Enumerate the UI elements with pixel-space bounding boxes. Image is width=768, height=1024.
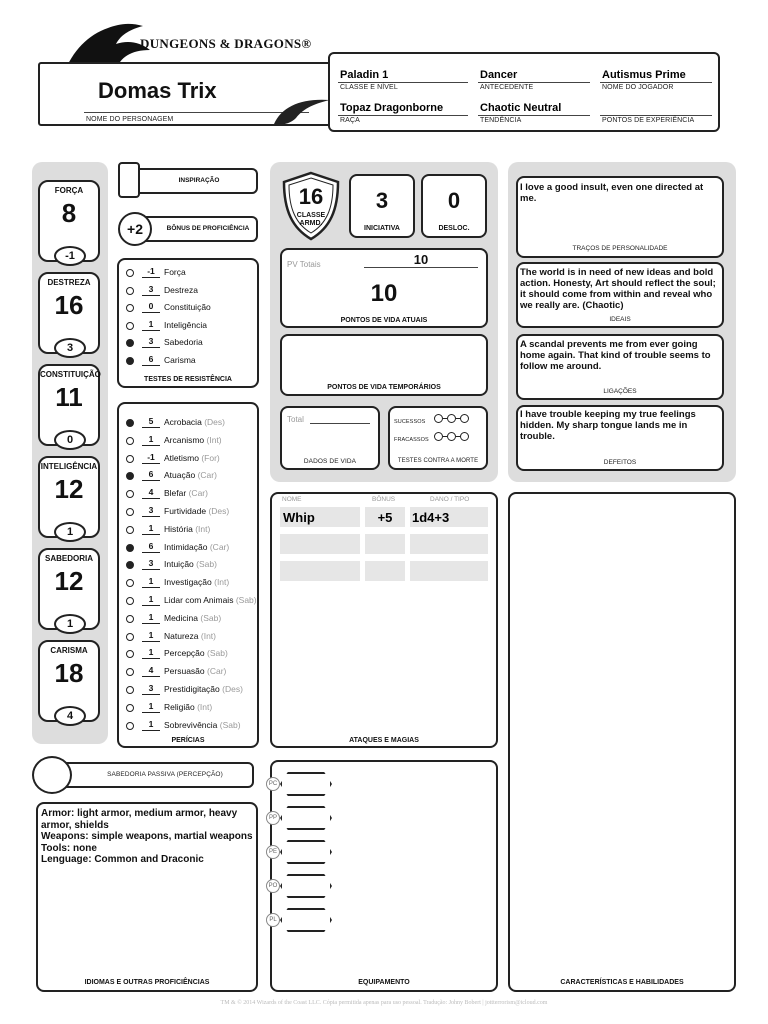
attack-row-3-damage-cell[interactable] [410,561,488,581]
skill-value[interactable]: 1 [142,594,160,606]
proficiency-dot[interactable] [126,597,134,605]
player-name-label: NOME DO JOGADOR [602,84,674,91]
skill-name-wrap [164,417,225,427]
skill-ability: (Car) [209,541,230,552]
skill-value[interactable]: 1 [142,523,160,535]
equipment-label: EQUIPAMENTO [358,979,410,986]
skill-name-wrap [164,524,210,534]
features-label: CARACTERÍSTICAS E HABILIDADES [560,979,684,986]
ideals-label: IDEAIS [609,316,631,323]
skill-name: Arcanismo [164,434,205,445]
coin-box-pc[interactable] [280,772,332,796]
ability-score[interactable]: 16 [54,290,84,320]
attack-damage: 1d4+3 [412,510,450,525]
skill-name-wrap [164,577,229,587]
background-line [478,82,590,83]
death-saves-label: TESTES CONTRA A MORTE [397,458,479,464]
death-successes-checks[interactable] [434,414,469,423]
attacks-col-bonus: BÔNUS [372,496,396,503]
inspiration-label: INSPIRAÇÃO [178,177,220,184]
skill-value[interactable]: 1 [142,630,160,642]
saving-throw-name: Carisma [164,354,196,365]
xp-line [600,115,712,116]
proficiencies-label: IDIOMAS E OUTRAS PROFICIÊNCIAS [84,979,210,986]
proficiency-dot[interactable] [126,508,134,516]
skill-name-wrap [164,542,229,552]
failure-check-3[interactable] [460,432,469,441]
flaws-label: DEFEITOS [603,459,637,466]
ability-score[interactable]: 12 [54,566,84,596]
hp-current-label: PONTOS DE VIDA ATUAIS [340,317,428,324]
skill-name-wrap [164,435,222,445]
skill-name-wrap [164,488,208,498]
flaws-text: I have trouble keeping my true feelings hidden. My sharp tongue lands me in trouble. [520,409,696,442]
skill-ability: (Int) [206,434,222,445]
armor-class-label-2: ARMD. [299,220,323,227]
proficiency-dot[interactable] [126,615,134,623]
proficiency-dot[interactable] [126,455,134,463]
ability-score[interactable]: 18 [54,658,84,688]
hp-current-value[interactable]: 10 [370,280,398,307]
ability-modifier[interactable]: 4 [54,706,86,726]
failure-check-1[interactable] [434,432,443,441]
skill-value[interactable]: 6 [142,469,160,481]
skill-value[interactable]: 3 [142,683,160,695]
saving-throw-value[interactable]: 1 [142,319,160,331]
skill-ability: (Sab) [219,719,241,730]
skill-ability: (Int) [195,523,211,534]
attacks-title: ATAQUES E MAGIAS [349,737,419,744]
skill-ability: (Sab) [207,648,228,659]
skill-name: Atuação [164,470,196,481]
proficiency-line-armor: Armor: light armor, medium armor, heavy armor, shields [41,808,238,831]
death-successes-label: SUCESSOS [394,419,426,425]
ideals-text: The world is in need of new ideas and bold action. Honesty, Art should reflect the soul; it should come from within and reveal who we really are. (Chaotic) [520,267,716,311]
attack-name: Whip [283,510,315,525]
skills-title: PERÍCIAS [171,737,205,744]
ability-charisma [38,640,100,722]
proficiencies-text[interactable] [41,808,253,866]
skill-ability: (Car) [207,666,227,677]
xp-label: PONTOS DE EXPERIÊNCIA [602,117,695,124]
ability-intelligence [38,456,100,538]
skill-ability: (Des) [208,506,230,516]
attack-row-3-name-cell[interactable] [280,561,360,581]
attacks-col-name: NOME [282,496,302,503]
skill-value[interactable]: 1 [142,612,160,624]
hp-max-value[interactable]: 10 [364,252,478,268]
ability-name: CARISMA [50,646,88,655]
skill-name: Percepção [164,648,205,659]
proficiency-dot[interactable] [126,704,134,712]
ability-modifier[interactable]: 1 [54,614,86,634]
success-check-1[interactable] [434,414,443,423]
ability-wisdom [38,548,100,630]
skill-value[interactable]: 1 [142,701,160,713]
saving-throw-name: Inteligência [164,319,208,330]
skill-name: Religião [164,701,195,712]
traits-label: TRAÇOS DE PERSONALIDADE [572,245,668,252]
saving-throw-name: Constituição [164,302,211,312]
skill-ability: (For) [201,452,220,463]
background-value[interactable]: Dancer [480,69,518,81]
skill-name: Medicina [164,612,199,623]
proficiency-dot[interactable] [126,357,134,365]
attack-row-2-name-cell[interactable] [280,534,360,554]
saving-throw-name: Destreza [164,284,199,295]
player-name-value[interactable]: Autismus Prime [602,69,686,81]
hit-dice-total-label: Total [287,415,304,424]
bonds-label: LIGAÇÕES [603,388,637,395]
skill-name-wrap [164,648,228,658]
proficiency-dot[interactable] [126,722,134,730]
ability-name: CONSTITUIÇÃO [40,370,101,379]
armor-class-label-1: CLASSE [296,212,326,219]
skill-ability: (Car) [197,470,217,481]
skill-value[interactable]: 3 [142,558,160,570]
skill-value[interactable]: 4 [142,487,160,499]
skill-value[interactable]: 6 [142,541,160,553]
proficiency-dot[interactable] [126,304,134,312]
success-check-2[interactable] [447,414,456,423]
hp-max-label: PV Totais [287,260,321,269]
attack-row-3-bonus-cell[interactable] [365,561,405,581]
skill-name-wrap [164,666,226,676]
skill-value[interactable]: 5 [142,416,160,428]
skill-name: Intuição [164,559,194,570]
death-failures-checks[interactable] [434,432,469,441]
background-label: ANTECEDENTE [480,84,534,91]
attack-bonus: +5 [377,510,393,525]
speed-value[interactable]: 0 [447,188,461,213]
class-level-label: CLASSE E NÍVEL [340,84,398,91]
proficiency-dot[interactable] [126,633,134,641]
saving-throw-value[interactable]: 6 [142,354,160,366]
inspiration-checkbox[interactable] [118,162,140,198]
skill-name: Intimidação [164,541,208,552]
class-level-value[interactable]: Paladin 1 [340,69,389,81]
skill-name: Prestidigitação [164,684,220,694]
alignment-value[interactable]: Chaotic Neutral [480,102,562,114]
proficiency-dot[interactable] [126,419,134,427]
skill-name-wrap [164,720,241,730]
passive-perception-value[interactable] [32,756,72,794]
skill-name-wrap [164,613,221,623]
saving-throw-value[interactable]: 0 [142,301,160,313]
skill-name: Persuasão [164,666,205,677]
coin-box-pe[interactable] [280,840,332,864]
proficiency-line-weapons: Weapons: simple weapons, martial weapons [41,831,253,842]
proficiency-line-tools: Tools: none [41,842,97,854]
skill-ability: (Des) [204,417,225,427]
skill-ability: (Des) [222,684,243,694]
skill-name-wrap [164,702,212,712]
coin-box-pl[interactable] [280,908,332,932]
skill-ability: (Int) [200,630,216,641]
class-level-line [338,82,468,83]
skill-value[interactable]: 1 [142,576,160,588]
ability-score[interactable]: 12 [54,474,84,504]
traits-text: I love a good insult, even one directed at me. [520,182,704,204]
proficiency-line-language: Lenguage: Common and Draconic [41,854,204,865]
skill-value[interactable]: 1 [142,719,160,731]
skill-name: Acrobacia [164,417,202,427]
coin-label-pl: PL [266,913,280,927]
skill-name-wrap [164,506,229,516]
coin-box-po[interactable] [280,874,332,898]
skill-ability: (Sab) [200,612,222,623]
skill-value[interactable]: 4 [142,665,160,677]
proficiency-dot[interactable] [126,269,134,277]
ability-score[interactable]: 8 [61,198,77,228]
ability-modifier[interactable]: -1 [54,246,86,266]
proficiency-dot[interactable] [126,437,134,445]
dragon-tail-icon [272,96,332,126]
race-label: RAÇA [340,117,360,124]
passive-perception-label: SABEDORIA PASSIVA (PERCEPÇÃO) [107,771,223,778]
alignment-label: TENDÊNCIA [480,117,522,124]
saving-throw-value[interactable]: 3 [142,284,160,296]
proficiency-dot[interactable] [126,526,134,534]
attack-row-2-damage-cell[interactable] [410,534,488,554]
ability-name: INTELIGÊNCIA [40,462,98,471]
hit-dice-label: DADOS DE VIDA [303,458,357,465]
initiative-value[interactable]: 3 [375,188,389,213]
proficiency-dot[interactable] [126,339,134,347]
race-line [338,115,468,116]
ability-modifier[interactable]: 0 [54,430,86,450]
proficiency-dot[interactable] [126,322,134,330]
ability-name: SABEDORIA [44,554,93,563]
failure-check-2[interactable] [447,432,456,441]
death-failures-label: FRACASSOS [394,437,429,443]
ability-score[interactable]: 11 [55,382,83,412]
skill-name: Furtividade [164,506,207,516]
brand-logo: DUNGEONS & DRAGONS® [140,36,312,51]
player-name-line [600,82,712,83]
skill-name-wrap [164,453,220,463]
features-panel[interactable] [508,492,736,992]
proficiency-dot[interactable] [126,544,134,552]
ability-name: FORÇA [54,186,84,195]
proficiency-label: BÔNUS DE PROFICIÊNCIA [166,225,250,232]
skill-name-wrap [164,595,257,605]
skill-name: Investigação [164,577,212,588]
coin-label-po: PO [266,879,280,893]
skill-value[interactable]: -1 [142,452,160,464]
attacks-col-damage: DANO / TIPO [430,496,470,503]
hp-temp-label: PONTOS DE VIDA TEMPORÁRIOS [327,384,441,391]
skill-ability: (Int) [214,577,230,588]
skill-name-wrap [164,559,217,569]
coin-box-pp[interactable] [280,806,332,830]
skill-name-wrap [164,684,243,694]
character-name-label: NOME DO PERSONAGEM [86,116,174,123]
character-name[interactable]: Domas Trix [98,78,217,103]
hit-dice-total-line [310,423,370,424]
ability-dexterity [38,272,100,354]
skill-name: Blefar [164,488,187,499]
skill-name: Lidar com Animais [164,595,234,605]
coin-label-pc: PC [266,777,280,791]
coin-label-pe: PE [266,845,280,859]
ability-modifier[interactable]: 3 [54,338,86,358]
skill-name: Sobrevivência [164,719,218,730]
saving-throws-title: TESTES DE RESISTÊNCIA [144,376,232,383]
saving-throw-value[interactable]: -1 [142,266,160,278]
footer-copyright: TM & © 2014 Wizards of the Coast LLC. Cópia permitida apenas para uso pessoal. Tradução: Johny Bobert | jottterrorism@icloud.com [220,1000,548,1006]
skill-name-wrap [164,631,216,641]
coin-label-pp: PP [266,811,280,825]
skill-ability: (Int) [197,701,213,712]
proficiency-dot[interactable] [126,287,134,295]
skill-ability: (Sab) [235,595,257,605]
saving-throw-value[interactable]: 3 [142,336,160,348]
success-check-3[interactable] [460,414,469,423]
skill-name-wrap [164,470,217,480]
armor-class-value[interactable]: 16 [298,184,324,209]
skill-value[interactable]: 3 [142,505,160,517]
skill-value[interactable]: 1 [142,434,160,446]
skill-value[interactable]: 1 [142,647,160,659]
skill-ability: (Sab) [196,559,217,570]
ability-modifier[interactable]: 1 [54,522,86,542]
skill-name: Natureza [164,630,199,641]
saving-throw-name: Sabedoria [164,337,203,347]
initiative-label: INICIATIVA [364,225,400,232]
skill-ability: (Car) [188,488,208,499]
ability-name: DESTREZA [47,278,91,287]
speed-label: DESLOC. [438,225,470,232]
alignment-line [478,115,590,116]
ability-constitution [38,364,100,446]
bonds-text: A scandal prevents me from ever going home again. That kind of trouble seems to follow me around. [520,339,711,372]
race-value[interactable]: Topaz Dragonborne [340,102,444,114]
saving-throw-name: Força [164,267,186,277]
skill-name: História [164,523,193,534]
attacks-panel [270,492,498,748]
ability-strength [38,180,100,262]
attack-row-2-bonus-cell[interactable] [365,534,405,554]
skill-name: Atletismo [164,452,199,463]
proficiency-bonus-value[interactable]: +2 [118,212,152,246]
armor-class-label [278,212,344,228]
proficiency-dot[interactable] [126,686,134,694]
